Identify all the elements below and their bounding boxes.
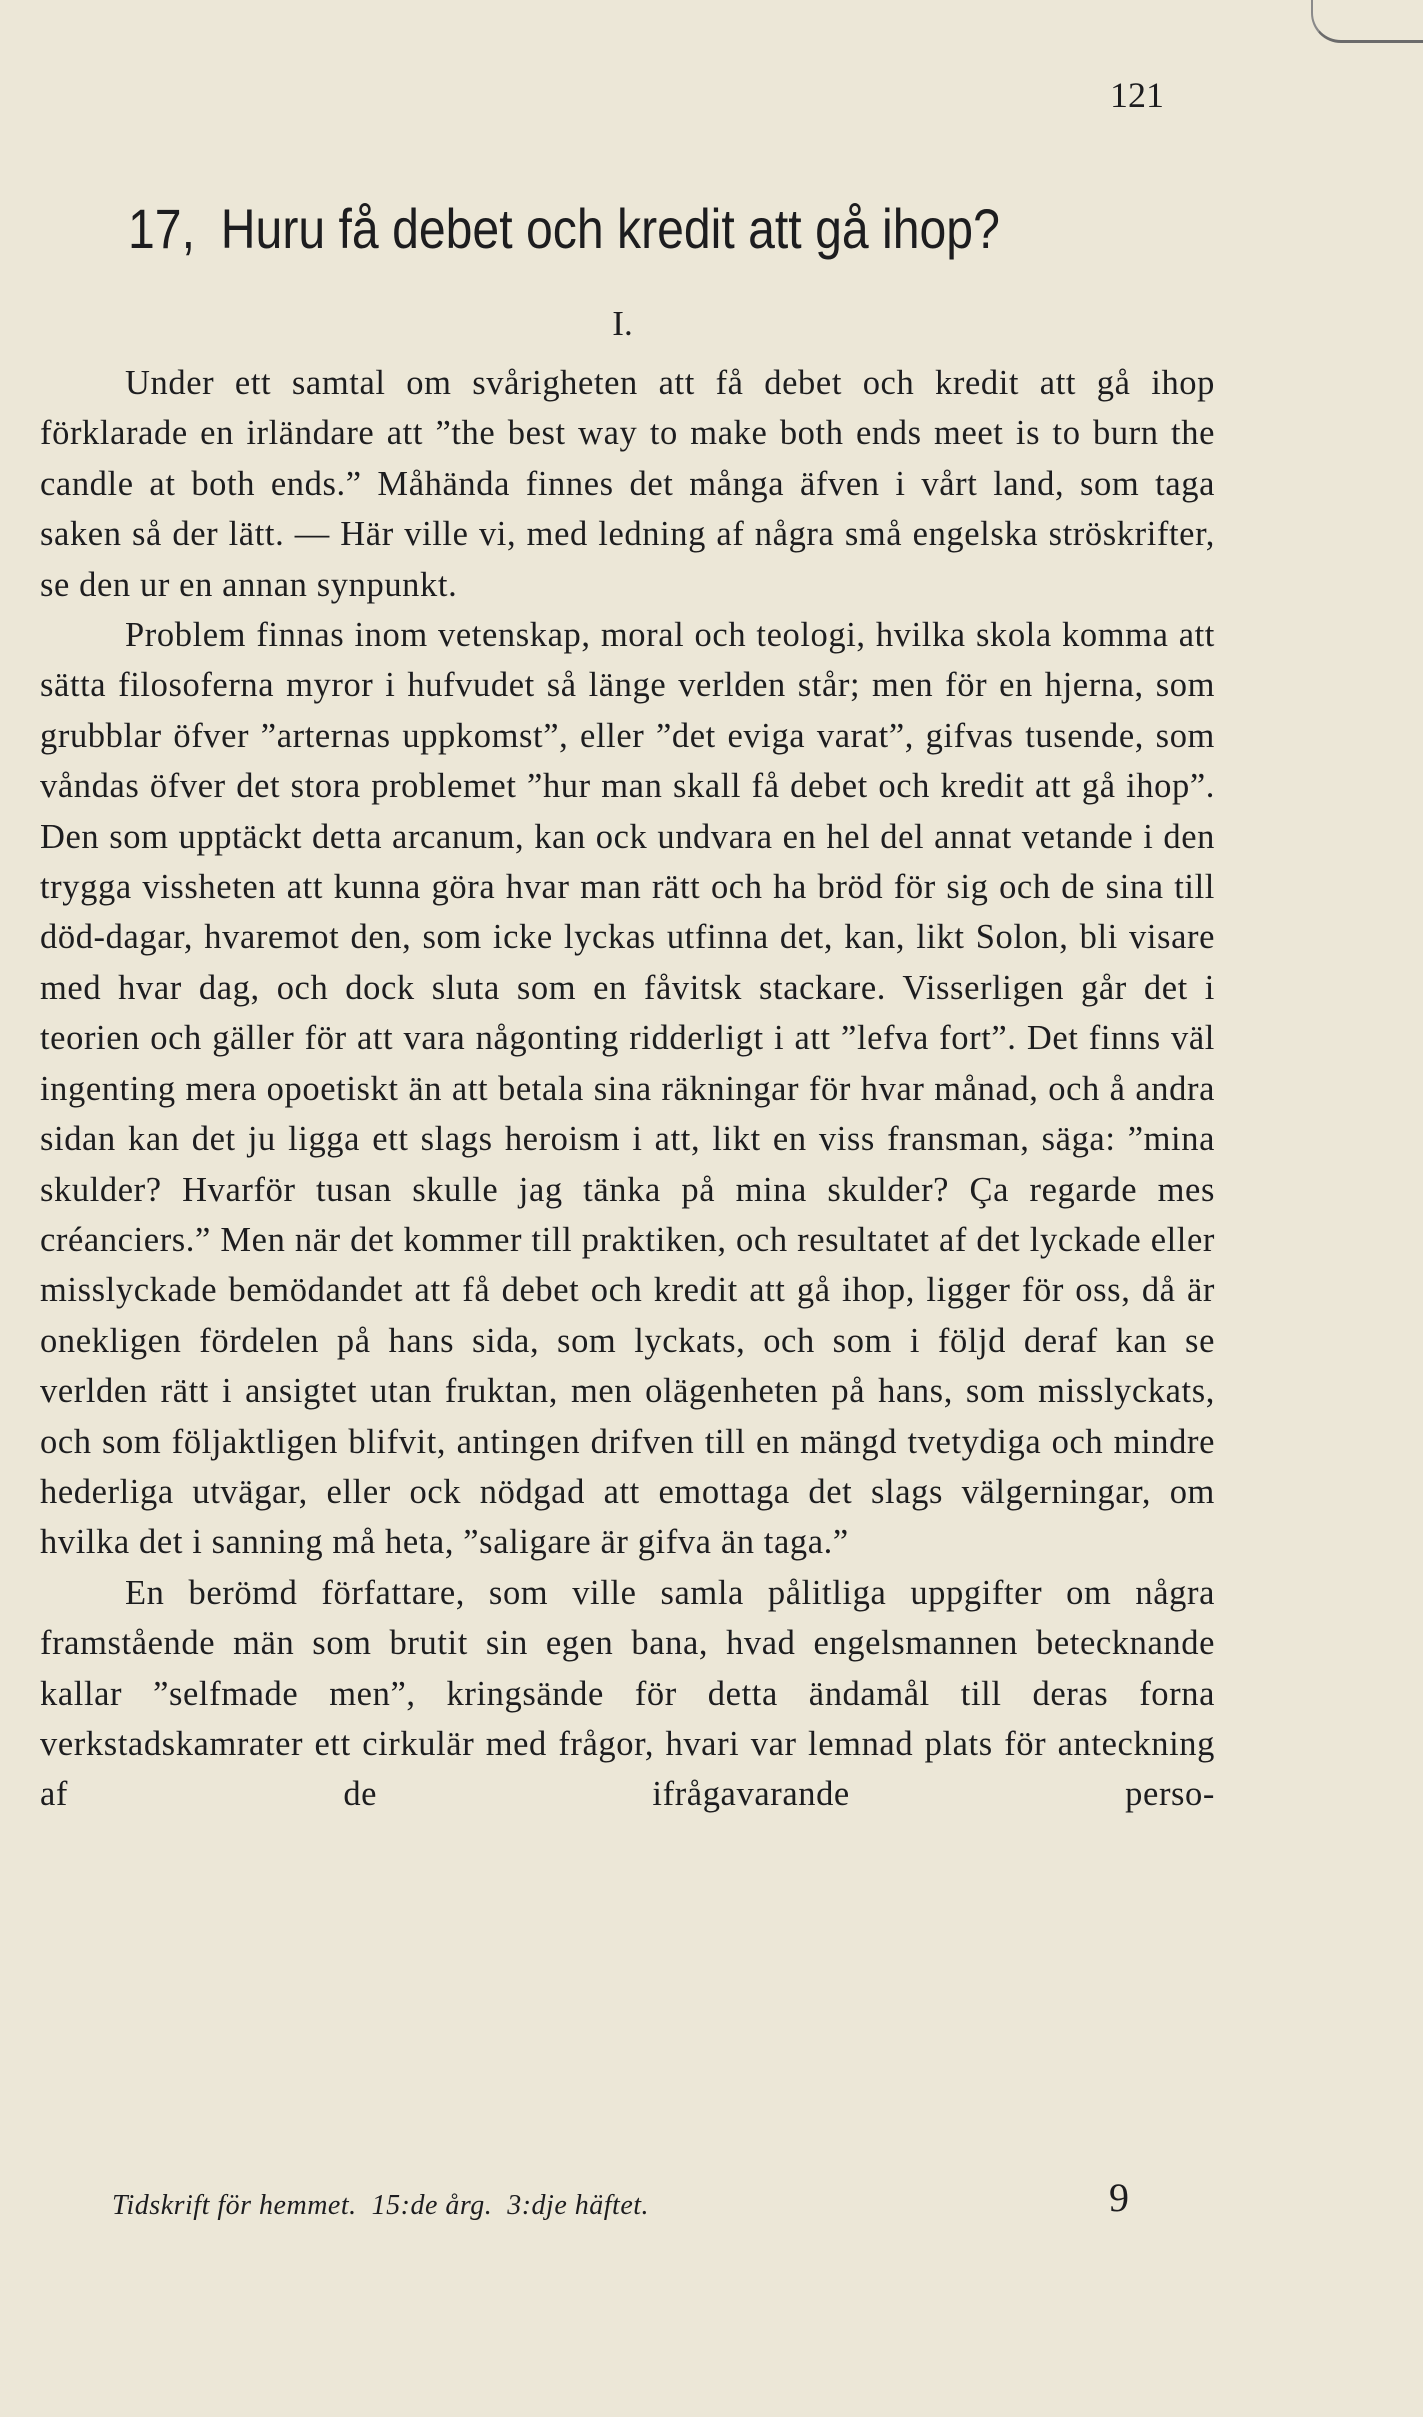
paragraph: En berömd författare, som ville samla pålitliga uppgifter om några framstående män som brutit sin egen bana, hvad engelsmannen betecknande kallar ”selfmade men”, kringsände för detta ändamål till deras forna verkstadskamrater ett cirkulär med frågor, hvari var lemnad plats för anteckning af de ifrågavarande perso-	[40, 1573, 1215, 1814]
footer-journal-reference: Tidskrift för hemmet. 15:de årg. 3:dje häftet.	[112, 2190, 650, 2221]
chapter-title: Huru få debet och kredit att gå ihop?	[220, 197, 1000, 260]
page-number: 121	[1110, 75, 1164, 115]
chapter-heading	[128, 196, 1143, 261]
chapter-number: 17,	[128, 197, 195, 260]
section-number: I.	[612, 304, 633, 343]
paragraph: Problem finnas inom vetenskap, moral och teologi, hvilka skola komma att sätta filosoferna myror i hufvudet så länge verlden står; men för en hjerna, som grubblar öfver ”arternas uppkomst”, eller ”det eviga varat”, gifvas tusende, som våndas öfver det stora problemet ”hur man skall få debet och kredit att gå ihop”. Den som upptäckt detta arcanum, kan ock undvara en hel del annat vetande i den trygga vissheten att kunna göra hvar man rätt och ha bröd för sig och de sina till död-dagar, hvaremot den, som icke lyckas utfinna det, kan, likt Solon, bli visare med hvar dag, och dock sluta som en fåvitsk stackare. Visserligen går det i teorien och gäller för att vara någonting ridderligt i att ”lefva fort”. Det finns väl ingenting mera opoetiskt än att betala sina räkningar för hvar månad, och å andra sidan kan det ju ligga ett slags heroism i att, likt en viss fransman, säga: ”mina skulder? Hvarför tusan skulle jag tänka på mina skulder? Ça regarde mes créanciers.” Men när det kommer till praktiken, och resultatet af det lyckade eller misslyckade bemödandet att få debet och kredit att gå ihop, ligger för oss, då är onekligen fördelen på hans sida, som lyckats, och som i följd deraf kan se verlden rätt i ansigtet utan fruktan, men olägenheten på hans, som misslyckats, och som följaktligen blifvit, antingen drifven till en mängd tvetydiga och mindre hederliga utvägar, eller ock nödgad att emottaga det slags välgerningar, om hvilka det i sanning må heta, ”saligare är gifva än taga.”	[40, 616, 1215, 1562]
printer-signature-mark: 9	[1109, 2175, 1129, 2220]
page-corner-fold	[1311, 0, 1423, 43]
paragraph: Under ett samtal om svårigheten att få debet och kredit att gå ihop förklarade en irländare att ”the best way to make both ends meet is to burn the candle at both ends.” Måhända finnes det många äfven i vårt land, som taga saken så der lätt. — Här ville vi, med ledning af några små engelska ströskrifter, se den ur en annan synpunkt.	[40, 364, 1215, 604]
body-text	[40, 358, 1215, 1820]
